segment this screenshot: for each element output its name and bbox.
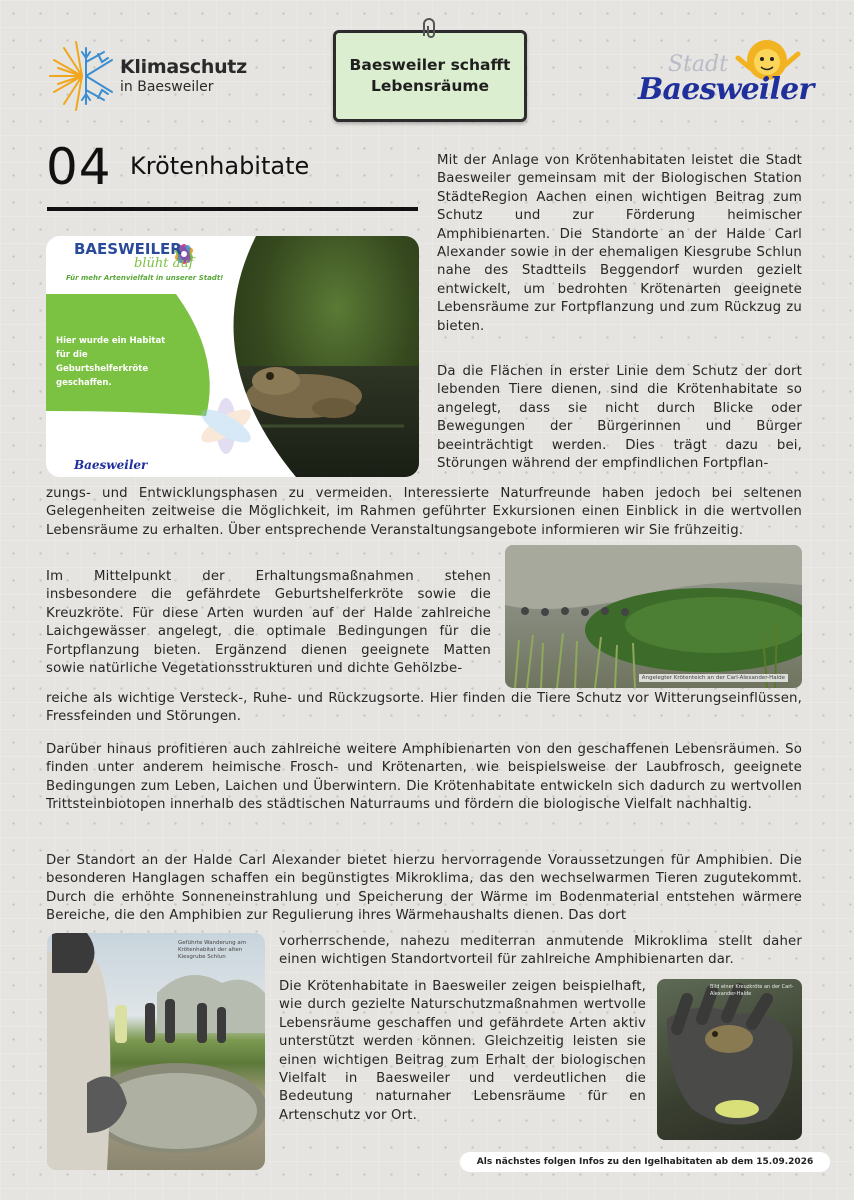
- section-number: 04: [46, 138, 112, 196]
- card-brand: BAESWEILER: [74, 240, 182, 258]
- paragraph-other-species: Darüber hinaus profitieren auch zahlreiche weitere Amphibienarten von den geschaffenen Lebensräumen. So finden unter anderem heimische Frosch- und Krötenarten, wie beispielsweise der Laubfrosch, geeignete Bedingungen zum Leben, Laichen und Überwintern. Die Krötenhabitate entwickeln sich dadurch zu wertvollen Trittsteinbiotopen innerhalb des städtischen Naturraums und fördern die biologische Vielfalt nachhaltig.: [46, 742, 802, 813]
- pond-caption: Angelegter Krötenteich an der Carl-Alexander-Halde: [639, 674, 788, 682]
- paragraph-intro: Mit der Anlage von Krötenhabitaten leistet die Stadt Baesweiler gemeinsam mit der Biologischen Station StädteRegion Aachen einen wichtigen Beitrag zum Schutz und zur Förderung heimischer Amphibienarten. Die Standorte an der Halde Carl Alexander sowie in der ehemaligen Kiesgrube Schlun nahe des Stadtteils Beggendorf wurden gezielt entwickelt, um bedrohten Krötenarten geeignete Lebensräume zur Fortpflanzung und zum Rückzug zu bieten.: [437, 153, 802, 334]
- paragraph-conclusion: Die Krötenhabitate in Baesweiler zeigen beispielhaft, wie durch gezielte Naturschutzmaßnahmen wertvolle Lebensräume geschaffen und gefährdete Arten aktiv unterstützt werden können. Gleichzeitig leisten sie einen wichtigen Beitrag zum Erhalt der biologischen Vielfalt in Baesweiler und verdeutlichen die Bedeutung naturnaher Lebensräume für en Artenschutz vor Ort.: [279, 979, 646, 1123]
- text-line: Störungen während der empfindlichen Fortpflan-: [437, 456, 769, 472]
- text-line: Fortpflanzung bieten. Ergänzend dienen geeignete Matten: [46, 642, 491, 658]
- text-line: Da die Flächen in erster Linie dem Schutz der dort: [437, 364, 802, 379]
- stadt-small-text: Stadt: [668, 52, 728, 77]
- next-topic-text: Als nächstes folgen Infos zu den Igelhabitaten ab dem 15.09.2026: [476, 1157, 814, 1167]
- text-line: Kreuzkröte. Für diese Arten wurden auf der Halde zahlreiche: [46, 605, 491, 621]
- sign-line-2: Lebensräume: [370, 77, 490, 95]
- paragraph-protection-rest: zungs- und Entwicklungsphasen zu vermeiden. Interessierte Naturfreunde haben jedoch bei seltenen Gelegenheiten zeitweise die Möglichkeit, im Rahmen geführter Exkursionen einen Einblick in die wertvollen Lebensräume zu erhalten. Über entsprechende Veranstaltungsangebote informieren wir Sie frühzeitig.: [46, 486, 802, 538]
- paperclip-icon: [418, 18, 440, 40]
- title-rule: [47, 207, 418, 211]
- text-line: Bewegungen der Bürgerinnen und Bürger: [437, 419, 802, 435]
- card-brand-sub: blüht auf: [134, 256, 194, 271]
- text-line: Laichgewässer angelegt, die optimale Bedingungen für die: [46, 624, 491, 640]
- excursion-caption: Geführte Wanderung am Krötenhabitat der alten Kiesgrube Schlun: [178, 940, 247, 960]
- flower-watermark-icon: [186, 386, 266, 466]
- excursion-photo: [47, 933, 265, 1170]
- pond-photo: [505, 545, 802, 688]
- hand-scene: [657, 979, 802, 1140]
- text-line: beeinträchtigt werden. Dies trägt dazu bei,: [437, 437, 802, 453]
- text-line: lebenden Tiere dienen, sind die Krötenhabitate so: [437, 382, 802, 398]
- stadt-wordmark: Baesweiler: [638, 72, 814, 107]
- pond-scene: [505, 545, 802, 688]
- text-line: insbesondere die gefährdete Geburtshelferkröte sowie die: [46, 587, 491, 603]
- text-line: Im Mittelpunkt der Erhaltungsmaßnahmen stehen: [46, 569, 491, 584]
- text-line: sowie natürliche Vegetationsstrukturen und dichte Gehölzbe-: [46, 661, 463, 677]
- paragraph-location: Der Standort an der Halde Carl Alexander bietet hierzu hervorragende Voraussetzungen für Amphibien. Die besonderen Hanglagen schaffen ein begünstigtes Mikroklima, das den wechselwarmen Tieren zugutekommt. Durch die erhöhte Sonneneinstrahlung und Speicherung der Wärme im Bodenmaterial entstehen wärmere Bereiche, die den Amphibien zur Regulierung ihres Wärmehaushalts dienen. Das dort: [46, 853, 802, 924]
- sign-line-1: Baesweiler schafft: [349, 56, 511, 74]
- toad-hand-photo: [657, 979, 802, 1140]
- title-sign: [333, 30, 527, 122]
- paragraph-location-cont: vorherrschende, nahezu mediterran anmutende Mikroklima stellt daher einen wichtigen Standortvorteil für zahlreiche Amphibienarten dar.: [279, 934, 802, 968]
- sun-snowflake-logo-icon: [46, 38, 118, 114]
- card-logo: Baesweiler: [74, 458, 148, 472]
- paragraph-protection-top: [437, 363, 802, 473]
- klimaschutz-subtitle: in Baesweiler: [120, 79, 214, 95]
- next-topic-note: [460, 1152, 830, 1172]
- paragraph-measures-top: [46, 568, 491, 678]
- paragraph-measures-rest: reiche als wichtige Versteck-, Ruhe- und Rückzugsorte. Hier finden die Tiere Schutz vor Witterungseinflüssen, Fressfeinden und Störungen.: [46, 691, 802, 725]
- habitat-sign-image: [46, 236, 419, 477]
- section-title: Krötenhabitate: [130, 152, 310, 180]
- klimaschutz-title: Klimaschutz: [120, 56, 247, 78]
- card-tagline: Für mehr Artenvielfalt in unserer Stadt!: [66, 274, 224, 282]
- hand-caption: Bild einer Kreuzkröte an der Carl-Alexander-Halde: [710, 984, 794, 997]
- text-line: angelegt, dass sie nicht durch Blicke oder: [437, 400, 802, 416]
- excursion-scene: [47, 933, 265, 1170]
- card-note: Hier wurde ein Habitat für die Geburtshelferkröte geschaffen.: [56, 336, 166, 388]
